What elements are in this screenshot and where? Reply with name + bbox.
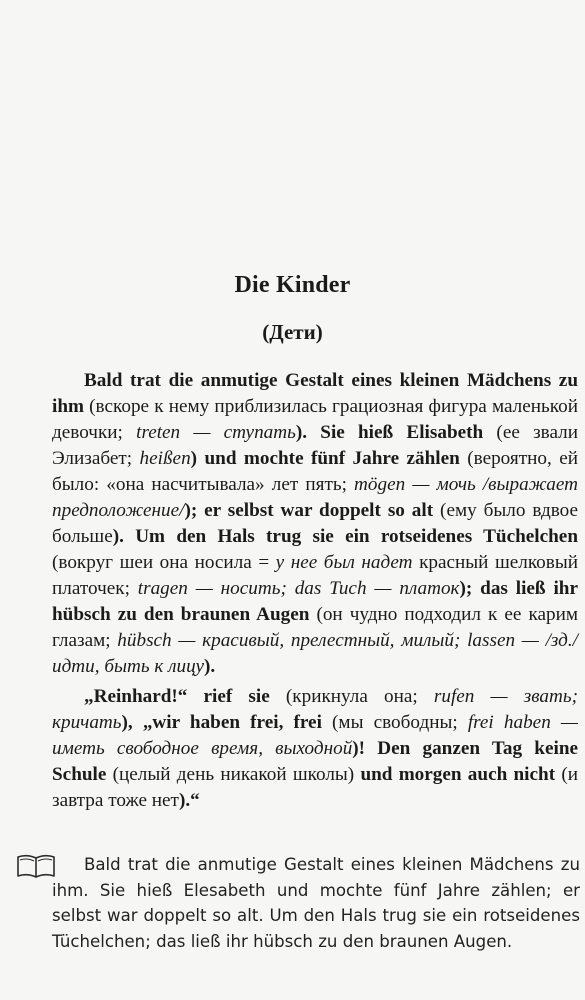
annotated-paragraph-2 [52,684,578,814]
german-phrase: ).“ [178,790,200,811]
gloss-note: frei haben — иметь свободное время, выходной [52,712,578,759]
chapter-title: Die Kinder [234,272,351,298]
gloss-note: heißen [139,448,191,469]
translation-text: (целый день никакой школы) [106,764,361,785]
translation-text: (мы свободны; [321,712,468,733]
annotated-text [52,368,578,814]
gloss-note: tragen — носить; das Tuch — платок [137,578,460,599]
german-phrase: ). Sie hieß Elisabeth [295,422,484,443]
german-phrase: ). [203,656,216,677]
open-book-icon [16,852,56,880]
gloss-note: rufen — звать; кричать [52,686,578,733]
chapter-subtitle: (Дети) [262,320,323,344]
german-phrase: und morgen auch nicht [360,764,556,785]
translation-text: (вероятно, ей было: «она насчитывала» лет пять; [52,448,578,495]
translation-text: (он чудно подходил к ее карим глазам; [52,604,578,651]
annotated-paragraph-1 [52,368,578,680]
german-phrase: ), „wir haben frei, frei [121,712,322,733]
german-phrase: ). Um den Hals trug sie ein rotseidenes Tüchelchen [112,526,578,547]
gloss-note: mögen — мочь /выражает предположение/ [52,474,578,521]
translation-text: (и завтра тоже нет [52,764,578,811]
translation-text: (ее звали Элизабет; [52,422,578,469]
german-phrase: )! Den ganzen Tag keine Schule [52,738,579,785]
translation-text: (вокруг шеи она носила = [52,552,276,573]
german-phrase: „Reinhard!“ rief sie [84,686,270,707]
german-phrase: ) und mochte fünf Jahre zählen [190,448,460,469]
german-phrase: Bald trat die anmutige Gestalt eines kleinen Mädchens zu ihm [52,370,578,417]
plain-reading-text: Bald trat die anmutige Gestalt eines kleinen Mädchens zu ihm. Sie hieß Elesabeth und mochte fünf Jahre zählen; er selbst war doppelt so alt. Um den Hals trug sie ein rotseidenes Tüchelchen; das ließ ihr hübsch zu den braunen Augen. [52,855,580,951]
translation-text: красный шелковый платочек; [52,552,578,599]
translation-text: (крикнула она; [269,686,434,707]
translation-text: (ему было вдвое больше [52,500,578,547]
gloss-note: у нее был надет [275,552,413,573]
german-phrase: ); das ließ ihr hübsch zu den braunen Augen [52,578,578,625]
german-phrase: ); er selbst war doppelt so alt [184,500,434,521]
gloss-note: treten — ступать [136,422,296,443]
gloss-note: hübsch — красивый, прелестный, милый; lassen — /зд./ идти, быть к лицу [52,630,578,677]
translation-text: (вскоре к нему приблизилась грациозная фигура маленькой девочки; [52,396,578,443]
